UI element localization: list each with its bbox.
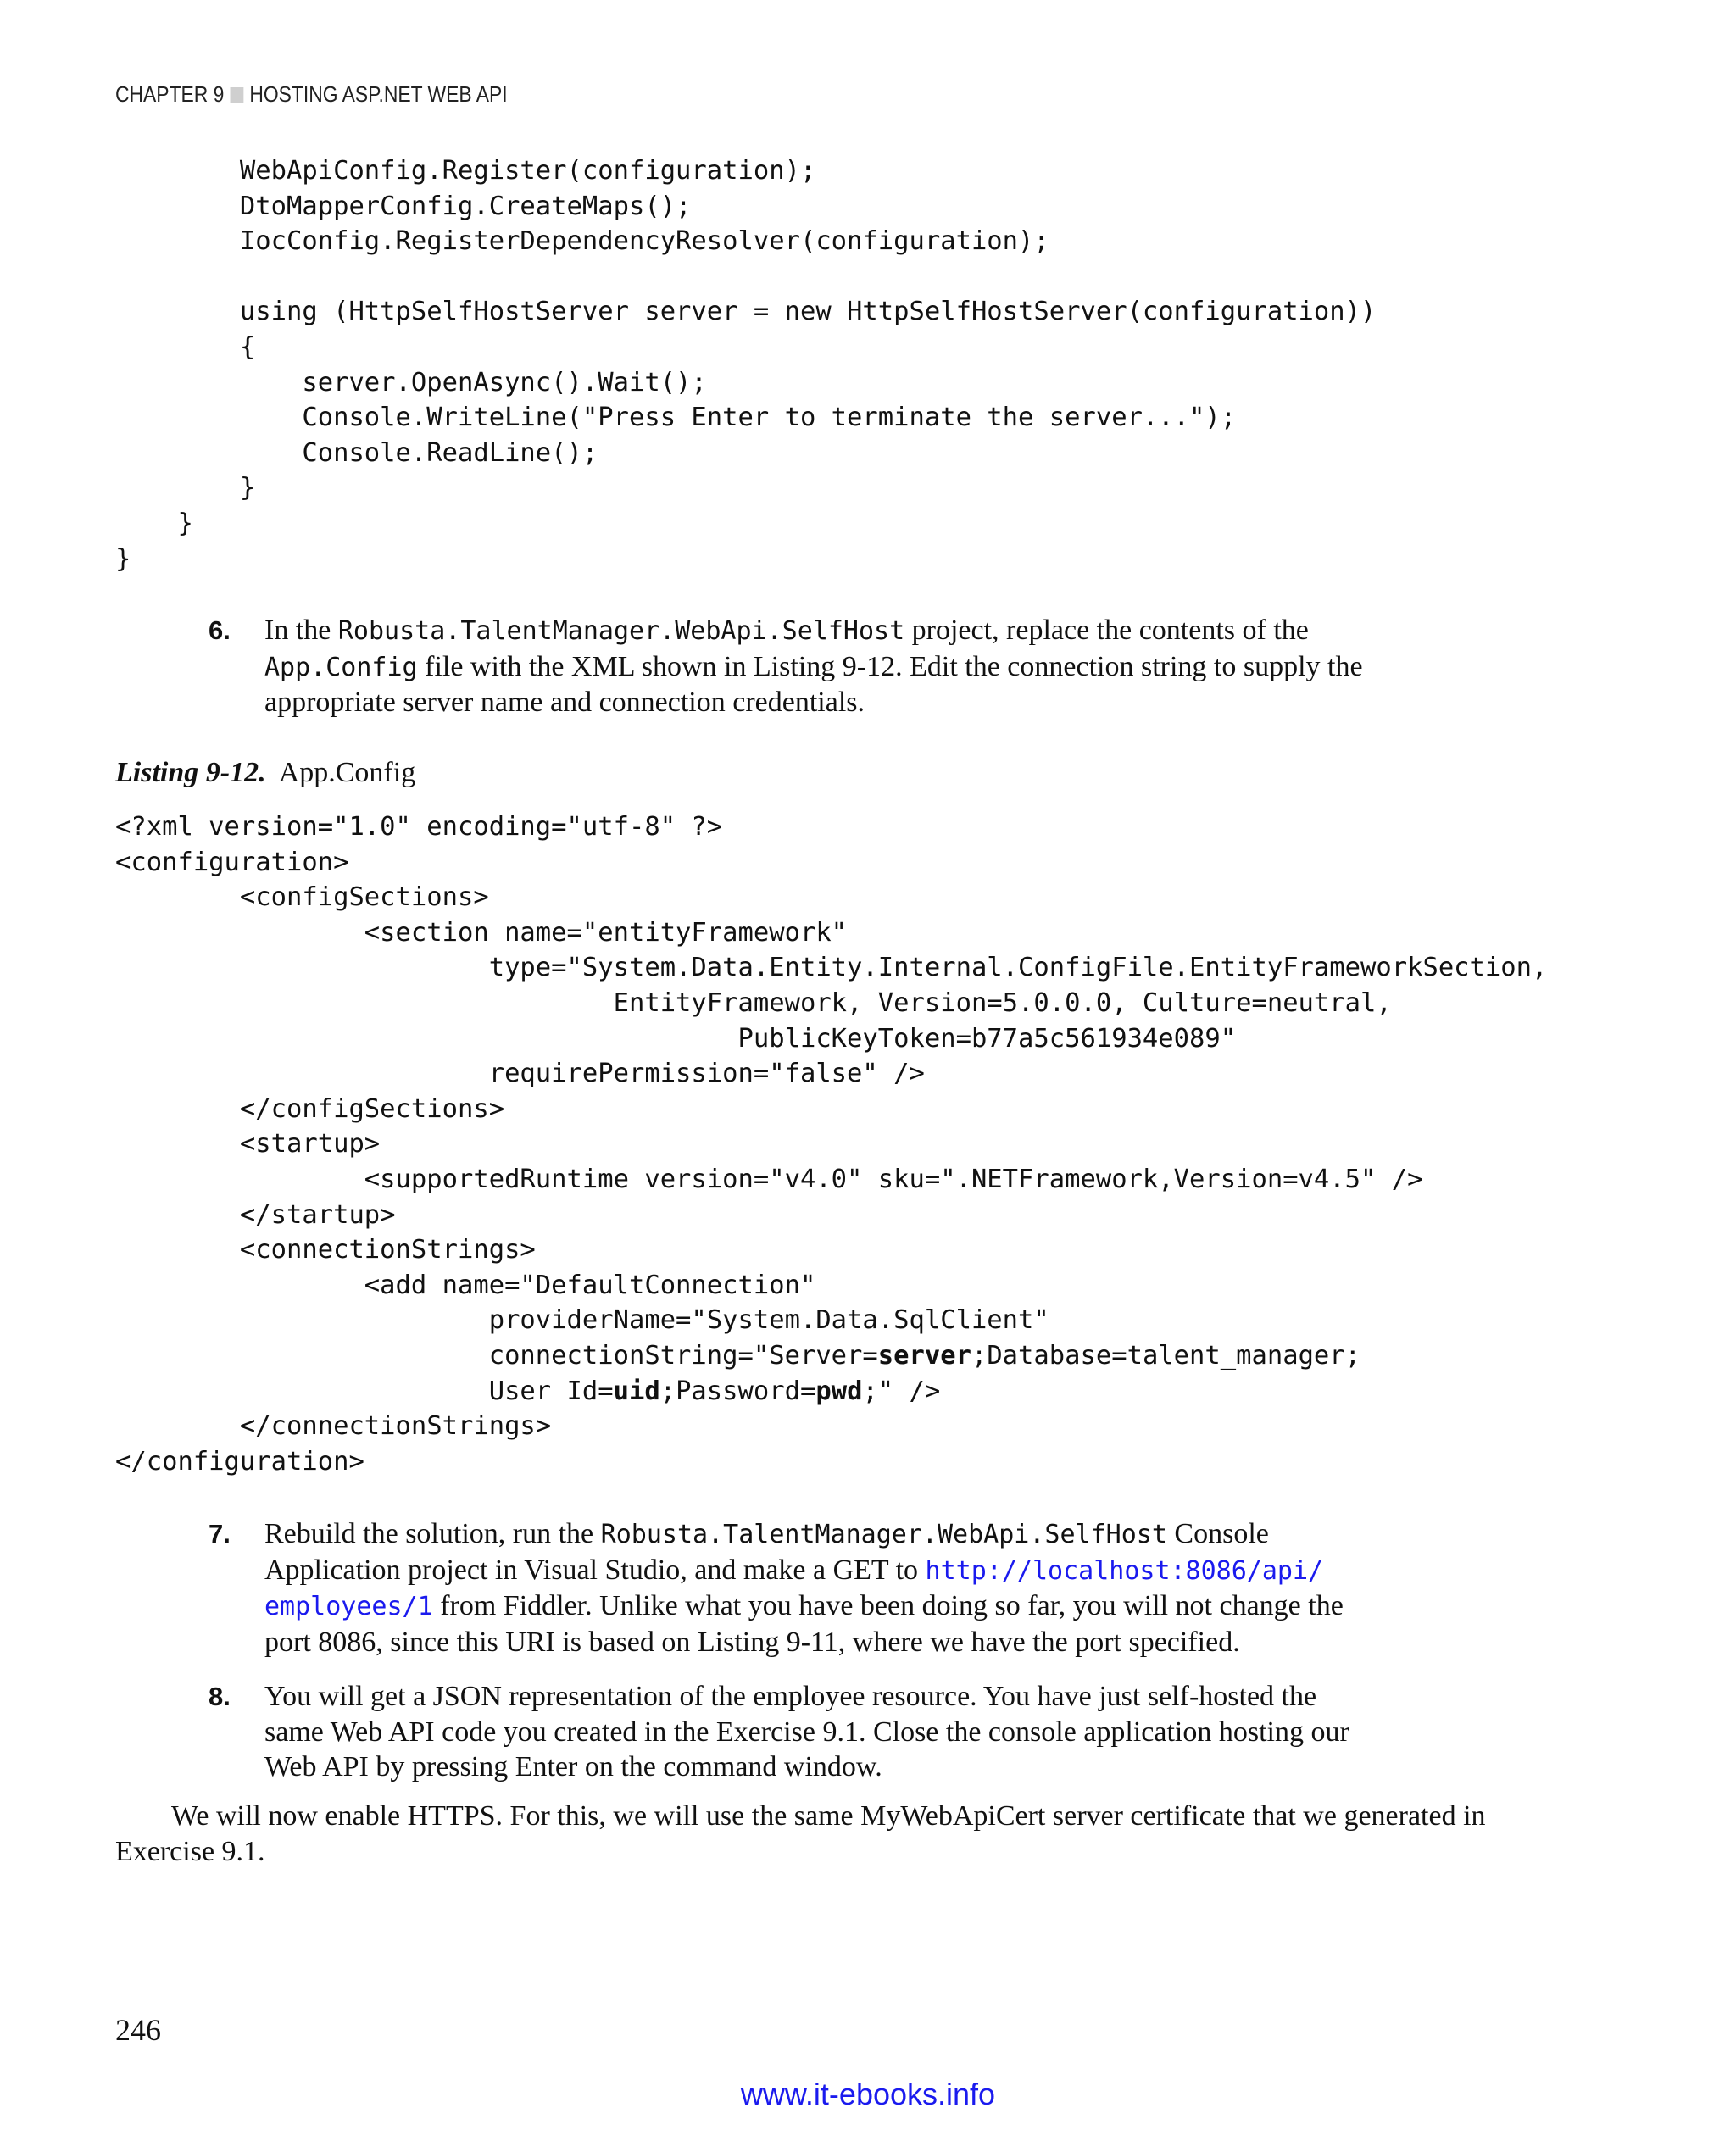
code-line <box>115 915 1547 951</box>
code-line <box>115 542 1376 577</box>
code-text: <add name="DefaultConnection" <box>115 1270 816 1300</box>
code-line <box>115 189 1376 225</box>
code-line <box>115 1126 1547 1162</box>
code-line <box>115 986 1547 1021</box>
code-line <box>115 1338 1547 1374</box>
code-line <box>115 1092 1547 1127</box>
code-text: PublicKeyToken=b77a5c561934e089" <box>115 1023 1237 1054</box>
code-text: } <box>115 473 256 503</box>
url-link-continuation[interactable]: employees/1 <box>264 1592 433 1622</box>
code-line <box>115 1162 1547 1198</box>
code-block-main-continuation <box>115 153 1376 576</box>
code-text: using (HttpSelfHostServer server = new HttpSelfHostServer(configuration)) <box>115 297 1377 327</box>
code-line <box>115 294 1376 330</box>
code-line <box>115 1268 1547 1304</box>
code-text: ;" /> <box>862 1376 941 1406</box>
code-text: IocConfig.RegisterDependencyResolver(configuration); <box>115 226 1049 257</box>
step-number: 6. <box>209 615 231 645</box>
step-text <box>264 613 1366 720</box>
code-line <box>115 880 1547 915</box>
code-line <box>115 1303 1547 1338</box>
code-line <box>115 1232 1547 1268</box>
inline-code-project: Robusta.TalentManager.WebApi.SelfHost <box>600 1520 1167 1549</box>
code-line <box>115 506 1376 542</box>
listing-caption <box>115 757 415 789</box>
code-line <box>115 1374 1547 1410</box>
url-link[interactable]: http://localhost:8086/api/ <box>925 1555 1324 1586</box>
code-block-app-config <box>115 809 1547 1479</box>
code-line <box>115 400 1376 436</box>
code-text: User Id= <box>115 1376 614 1406</box>
code-placeholder: pwd <box>815 1376 863 1406</box>
code-text: <connectionStrings> <box>115 1235 536 1265</box>
code-text: </configSections> <box>115 1093 505 1124</box>
code-text: type="System.Data.Entity.Internal.ConfigFile.EntityFrameworkSection, <box>115 953 1548 983</box>
code-text: </startup> <box>115 1199 396 1230</box>
step-number: 8. <box>209 1682 231 1711</box>
code-text: </connectionStrings> <box>115 1411 552 1442</box>
code-text: Console.WriteLine("Press Enter to terminate the server..."); <box>115 403 1237 433</box>
code-text: } <box>115 508 193 538</box>
chapter-title: HOSTING ASP.NET WEB API <box>249 81 508 107</box>
code-text: { <box>115 331 256 362</box>
running-header <box>115 81 508 108</box>
code-placeholder: uid <box>613 1376 660 1406</box>
text-run: project, replace the contents of the <box>904 614 1309 646</box>
code-line <box>115 470 1376 506</box>
step-6 <box>209 613 1395 720</box>
page-number: 246 <box>115 2013 161 2047</box>
text-run: file with the XML shown in Listing 9-12. Edit the connection string to supply the appropriate server name and connection credentials. <box>264 650 1363 719</box>
code-line <box>115 1444 1547 1480</box>
code-line <box>115 153 1376 189</box>
code-text: <?xml version="1.0" encoding="utf-8" ?> <box>115 812 723 842</box>
code-text: connectionString="Server= <box>115 1340 878 1371</box>
header-separator-square <box>230 87 243 103</box>
step-number: 7. <box>209 1519 231 1549</box>
code-text: ;Database=talent_manager; <box>971 1340 1361 1371</box>
step-text <box>264 1516 1366 1660</box>
code-line <box>115 365 1376 401</box>
code-line <box>115 259 1376 295</box>
code-line <box>115 809 1547 845</box>
code-text: DtoMapperConfig.CreateMaps(); <box>115 191 692 221</box>
code-text: WebApiConfig.Register(configuration); <box>115 156 816 186</box>
code-text: </configuration> <box>115 1446 364 1476</box>
code-text: server.OpenAsync().Wait(); <box>115 367 707 398</box>
code-line <box>115 1021 1547 1057</box>
code-line <box>115 845 1547 881</box>
code-line <box>115 224 1376 259</box>
listing-label: Listing 9-12. <box>115 757 266 788</box>
code-text: Console.ReadLine(); <box>115 437 598 468</box>
code-text: <supportedRuntime version="v4.0" sku=".NETFramework,Version=v4.5" /> <box>115 1164 1423 1194</box>
code-line <box>115 1409 1547 1444</box>
step-text: You will get a JSON representation of the employee resource. You have just self-hosted the same Web API code you created in the Exercise 9.1. Close the console application hosting our Web API by pressing Enter on the command window. <box>264 1681 1349 1783</box>
text-run: from Fiddler. Unlike what you have been doing so far, you will not change the port 8086, since this URI is based on Listing 9-11, where we have the port specified. <box>264 1590 1344 1658</box>
text-run: In the <box>264 614 338 646</box>
code-line <box>115 950 1547 986</box>
code-text: } <box>115 543 131 574</box>
text-run: Rebuild the solution, run the <box>264 1518 601 1549</box>
code-line <box>115 436 1376 471</box>
code-text: <section name="entityFramework" <box>115 917 848 948</box>
code-line <box>115 1198 1547 1233</box>
step-8 <box>209 1679 1395 1785</box>
inline-code-file: App.Config <box>264 652 418 682</box>
code-line <box>115 1056 1547 1092</box>
footer-url[interactable]: www.it-ebooks.info <box>740 2077 996 2111</box>
inline-code-project: Robusta.TalentManager.WebApi.SelfHost <box>337 616 905 646</box>
code-placeholder: server <box>877 1340 971 1371</box>
code-text: <startup> <box>115 1129 381 1159</box>
text-run: Console Application project in Visual Studio, and make a GET to <box>264 1518 1269 1586</box>
code-text: providerName="System.Data.SqlClient" <box>115 1305 1049 1336</box>
listing-title: App.Config <box>278 757 416 788</box>
step-7 <box>209 1516 1395 1660</box>
chapter-label: CHAPTER 9 <box>115 81 225 107</box>
code-text: requirePermission="false" /> <box>115 1059 925 1089</box>
code-text: ;Password= <box>659 1376 816 1406</box>
code-text: <configuration> <box>115 847 349 877</box>
code-text: <configSections> <box>115 882 489 913</box>
body-paragraph: We will now enable HTTPS. For this, we will use the same MyWebApiCert server certificate that we generated in Exercise 9.1. <box>115 1800 1486 1867</box>
code-text: EntityFramework, Version=5.0.0.0, Culture=neutral, <box>115 987 1392 1018</box>
code-line <box>115 330 1376 365</box>
